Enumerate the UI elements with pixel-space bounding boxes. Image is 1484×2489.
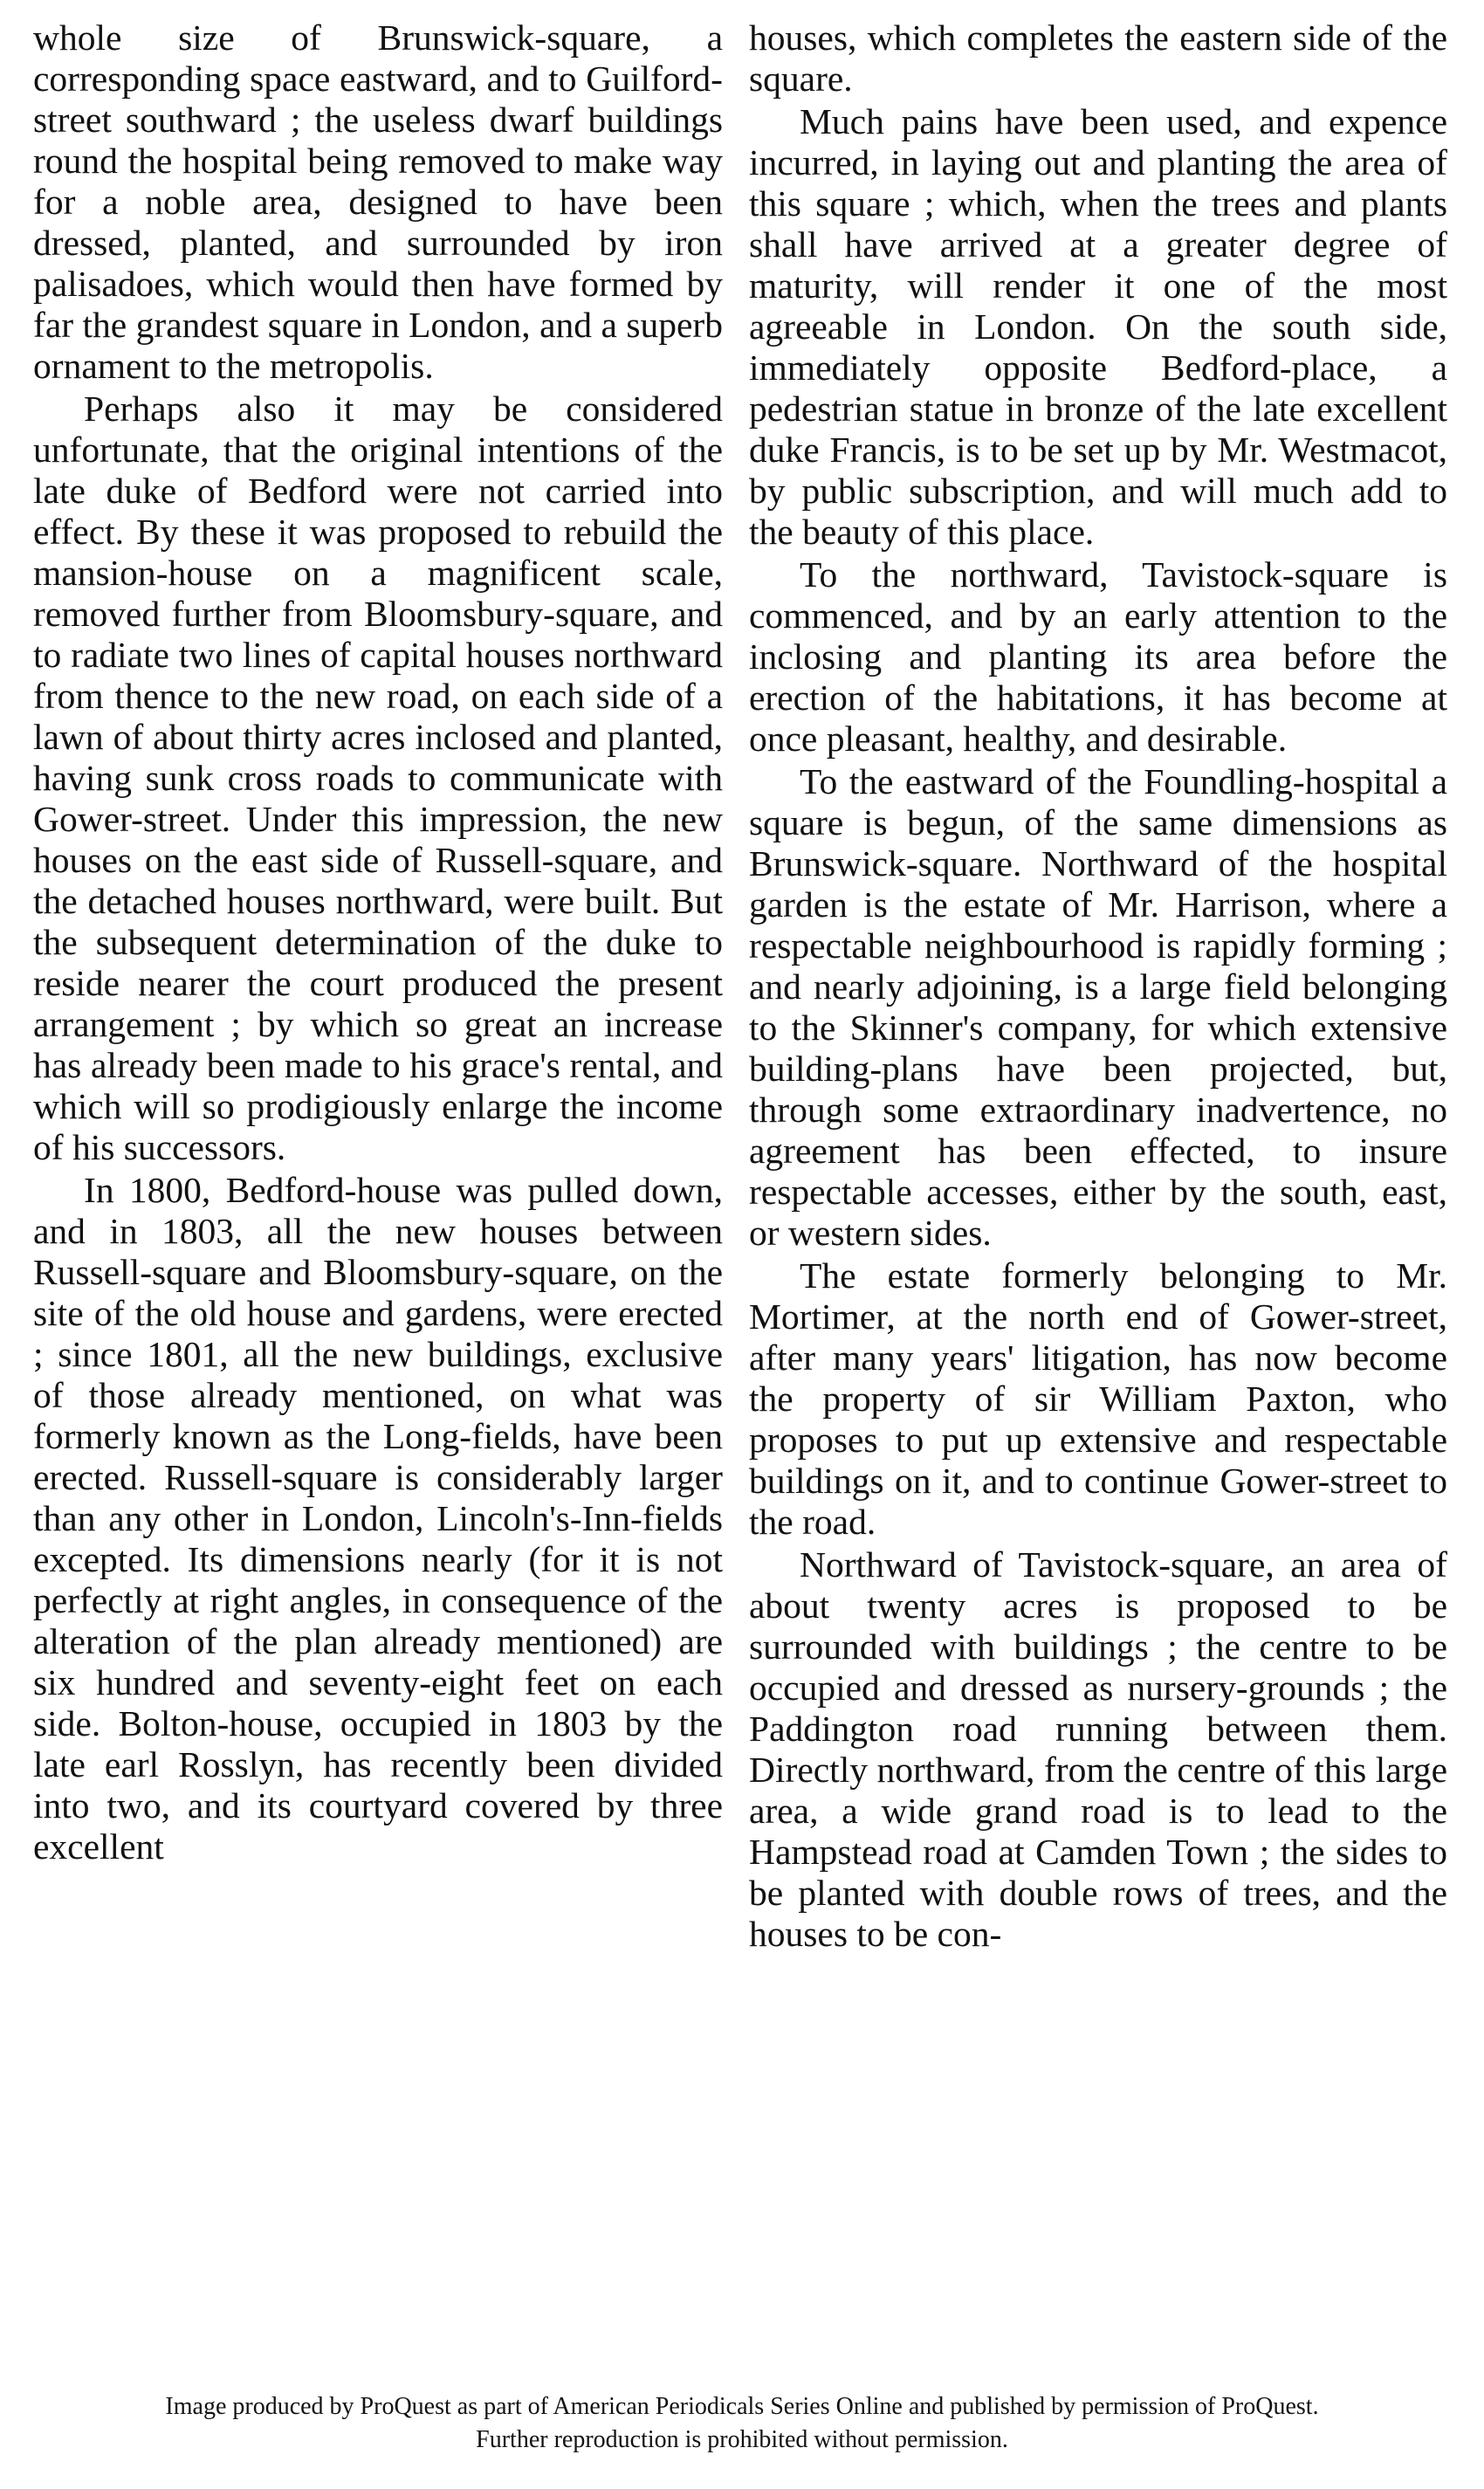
footer-line-2: Further reproduction is prohibited without permission. (476, 2426, 1008, 2453)
paragraph: Much pains have been used, and expence incurred, in laying out and planting the area of this square ; which, when the trees and plants shall have arrived at a greater degree of maturity, will render it one of the most agreeable in London. On the south side, immediately opposite Bedford-place, a pedestrian statue in bronze of the late excellent duke Francis, is to be set up by Mr. Westmacot, by public subscription, and will much add to the beauty of this place. (749, 101, 1447, 552)
paragraph: Perhaps also it may be considered unfortunate, that the original intentions of the late duke of Bedford were not carried into effect. By these it was proposed to rebuild the mansion-house on a magnificent scale, removed further from Bloomsbury-square, and to radiate two lines of capital houses northward from thence to the new road, on each side of a lawn of about thirty acres inclosed and planted, having sunk cross roads to communicate with Gower-street. Under this impression, the new houses on the east side of Russell-square, and the detached houses northward, were built. But the subsequent determination of the duke to reside nearer the court produced the present arrangement ; by which so great an increase has already been made to his grace's rental, and which will so prodigiously enlarge the income of his successors. (33, 388, 723, 1167)
right-column (749, 17, 1447, 1955)
proquest-footer (0, 2390, 1484, 2457)
paragraph: In 1800, Bedford-house was pulled down, and in 1803, all the new houses between Russell-square and Bloomsbury-square, on the site of the old house and gardens, were erected ; since 1801, all the new buildings, exclusive of those already mentioned, on what was formerly known as the Long-fields, have been erected. Russell-square is considerably larger than any other in London, Lincoln's-Inn-fields excepted. Its dimensions nearly (for it is not perfectly at right angles, in consequence of the alteration of the plan already mentioned) are six hundred and seventy-eight feet on each side. Bolton-house, occupied in 1803 by the late earl Rosslyn, has recently been divided into two, and its courtyard covered by three excellent (33, 1170, 723, 1867)
paragraph: Northward of Tavistock-square, an area of about twenty acres is proposed to be surrounded with buildings ; the centre to be occupied and dressed as nursery-grounds ; the Paddington road running between them. Directly northward, from the centre of this large area, a wide grand road is to lead to the Hampstead road at Camden Town ; the sides to be planted with double rows of trees, and the houses to be con- (749, 1544, 1447, 1954)
paragraph: To the eastward of the Foundling-hospital a square is begun, of the same dimensions as Brunswick-square. Northward of the hospital garden is the estate of Mr. Harrison, where a respectable neighbourhood is rapidly forming ; and nearly adjoining, is a large field belonging to the Skinner's company, for which extensive building-plans have been projected, but, through some extraordinary inadvertence, no agreement has been effected, to insure respectable accesses, either by the south, east, or western sides. (749, 761, 1447, 1253)
left-column (33, 17, 723, 1867)
footer-line-1: Image produced by ProQuest as part of American Periodicals Series Online and published by permission of ProQuest. (165, 2393, 1319, 2420)
paragraph: To the northward, Tavistock-square is commenced, and by an early attention to the inclosing and planting its area before the erection of the habitations, it has become at once pleasant, healthy, and desirable. (749, 554, 1447, 759)
paragraph: houses, which completes the eastern side of the square. (749, 17, 1447, 99)
paragraph: The estate formerly belonging to Mr. Mortimer, at the north end of Gower-street, after many years' litigation, has now become the property of sir William Paxton, who proposes to put up extensive and respectable buildings on it, and to continue Gower-street to the road. (749, 1255, 1447, 1542)
paragraph: whole size of Brunswick-square, a corresponding space eastward, and to Guilford-street southward ; the useless dwarf buildings round the hospital being removed to make way for a noble area, designed to have been dressed, planted, and surrounded by iron palisadoes, which would then have formed by far the grandest square in London, and a superb ornament to the metropolis. (33, 17, 723, 386)
